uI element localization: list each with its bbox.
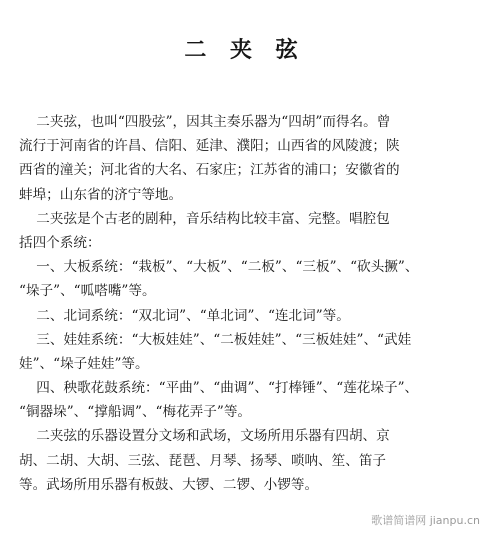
watermark-text: 歌谱简谱网 jianpu.cn xyxy=(371,514,480,527)
document-body xyxy=(19,110,471,497)
body-line: 二、北词系统：“双北词”、“单北词”、“连北词”等。 xyxy=(19,307,350,324)
body-line: 等。武场所用乐器有板鼓、大锣、二锣、小锣等。 xyxy=(19,476,319,493)
body-line: 二夹弦是个古老的剧种，音乐结构比较丰富、完整。唱腔包 xyxy=(19,210,390,227)
body-line: 二夹弦的乐器设置分文场和武场，文场所用乐器有四胡、京 xyxy=(19,428,390,445)
body-line: “垛子”、“呱嗒嘴”等。 xyxy=(19,283,156,300)
body-line: 西省的潼关；河北省的大名、石家庄；江苏省的浦口；安徽省的 xyxy=(19,162,400,179)
body-line: 胡、二胡、大胡、三弦、琵琶、月琴、扬琴、唢呐、笙、笛子 xyxy=(19,452,387,469)
body-line: 蚌埠；山东省的济宁等地。 xyxy=(19,186,183,203)
body-line: 括四个系统： xyxy=(19,234,101,251)
body-line: 一、大板系统：“栽板”、“大板”、“二板”、“三板”、“砍头撅”、 xyxy=(19,259,419,276)
body-line: 流行于河南省的许昌、信阳、延津、濮阳；山西省的风陵渡；陕 xyxy=(19,138,400,155)
body-line: 四、秧歌花鼓系统：“平曲”、“曲调”、“打棒锤”、“莲花垛子”、 xyxy=(19,380,419,397)
body-line: “铜器垛”、“撑船调”、“梅花弄子”等。 xyxy=(19,404,252,421)
body-line: 娃”、“垛子娃娃”等。 xyxy=(19,355,149,372)
body-line: 三、娃娃系统：“大板娃娃”、“二板娃娃”、“三板娃娃”、“武娃 xyxy=(19,331,412,348)
body-line: 二夹弦，也叫“四股弦”，因其主奏乐器为“四胡”而得名。曾 xyxy=(19,114,391,130)
document-title: 二 夹 弦 xyxy=(184,37,306,63)
